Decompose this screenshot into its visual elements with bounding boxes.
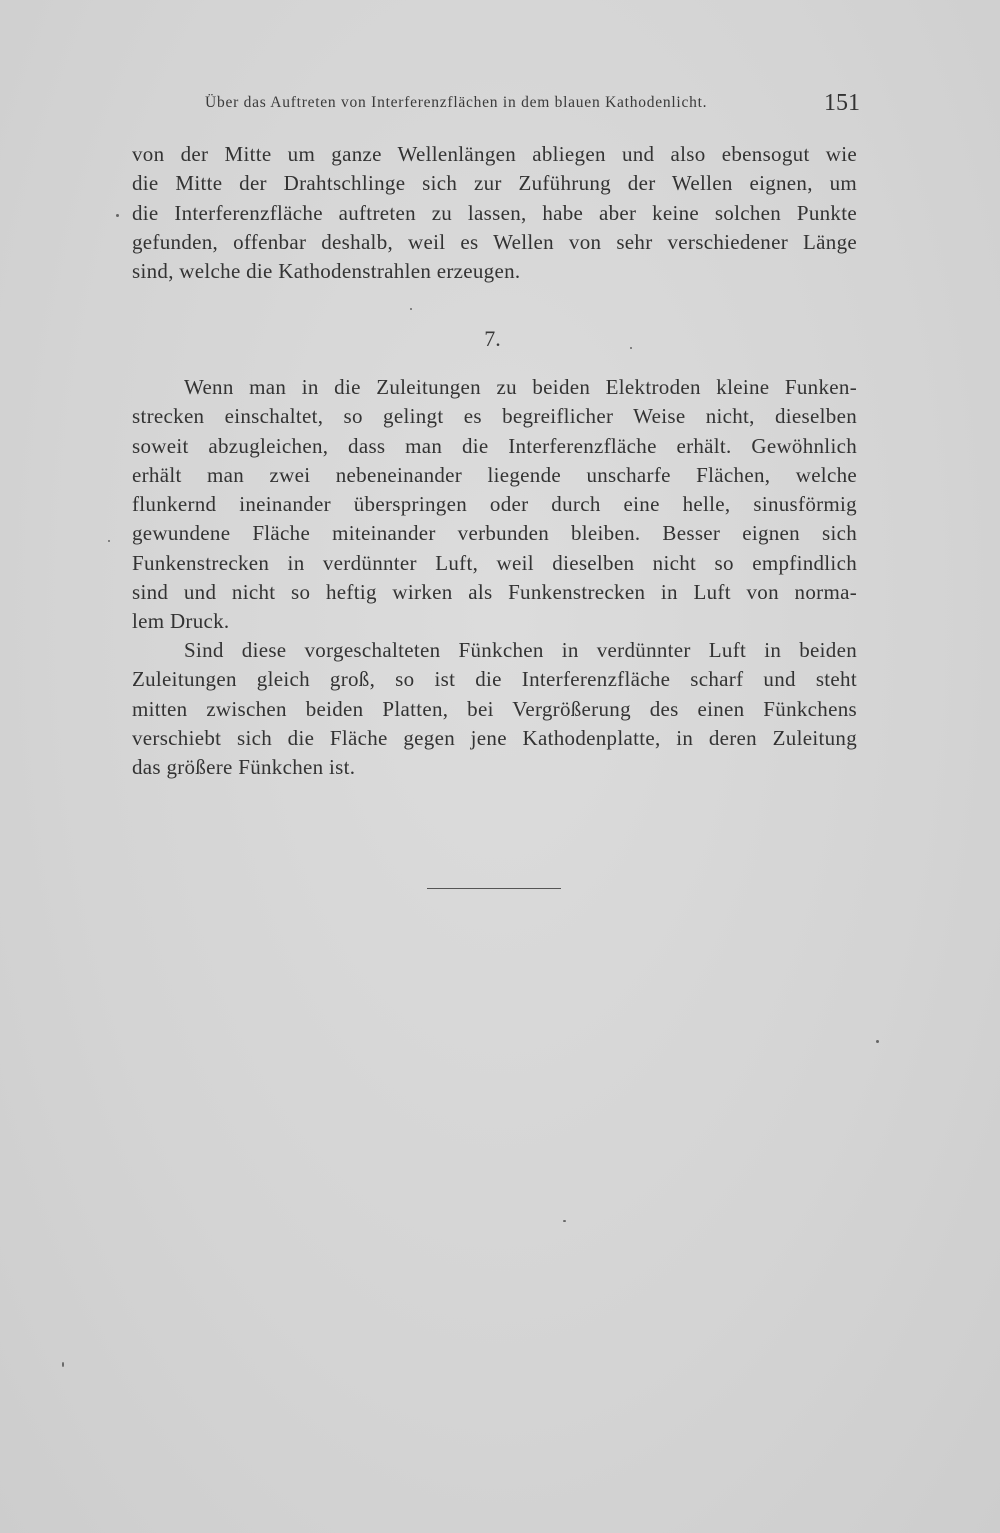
text-line: sind und nicht so heftig wirken als Funkenstrecken in Luft von norma- (132, 580, 857, 605)
paragraph-section-7-second (132, 636, 857, 782)
text-line: flunkernd ineinander überspringen oder durch eine helle, sinusförmig (132, 492, 857, 517)
text-line: erhält man zwei nebeneinander liegende unscharfe Flächen, welche (132, 462, 857, 487)
text-line: soweit abzugleichen, dass man die Interferenzfläche erhält. Gewöhnlich (132, 433, 857, 458)
text-line: Sind diese vorgeschalteten Fünkchen in verdünnter Luft in beiden (184, 638, 857, 662)
text-line: mitten zwischen beiden Platten, bei Vergrößerung des einen Fünkchens (132, 696, 857, 721)
paragraph-section-7-first (132, 373, 857, 637)
paper-speck (563, 1220, 566, 1222)
text-line: die Mitte der Drahtschlinge sich zur Zuführung der Wellen eignen, um (132, 171, 857, 196)
text-line: gewundene Fläche miteinander verbunden bleiben. Besser eignen sich (132, 521, 857, 546)
paragraph-continued (132, 140, 857, 286)
paper-speck (116, 214, 119, 217)
paper-speck (630, 347, 632, 349)
paper-speck (410, 308, 412, 310)
text-line: strecken einschaltet, so gelingt es begreiflicher Weise nicht, dieselben (132, 404, 857, 429)
text-line: die Interferenzfläche auftreten zu lassen, habe aber keine solchen Punkte (132, 200, 857, 225)
text-line: verschiebt sich die Fläche gegen jene Kathodenplatte, in deren Zuleitung (132, 725, 857, 750)
text-line: Funkenstrecken in verdünnter Luft, weil dieselben nicht so empfindlich (132, 550, 857, 575)
text-line: das größere Fünkchen ist. (132, 755, 356, 780)
paper-speck (62, 1362, 64, 1367)
running-head (205, 90, 860, 120)
text-line: lem Druck. (132, 609, 230, 634)
paper-speck (876, 1040, 879, 1043)
paper-speck (108, 540, 110, 542)
closing-rule (427, 888, 561, 889)
text-line: Zuleitungen gleich groß, so ist die Interferenzfläche scharf und steht (132, 667, 857, 692)
page-number: 151 (824, 90, 860, 116)
text-line: gefunden, offenbar deshalb, weil es Wellen von sehr verschiedener Länge (132, 229, 857, 254)
text-line: Wenn man in die Zuleitungen zu beiden Elektroden kleine Funken- (184, 375, 857, 399)
section-number: 7. (484, 326, 501, 351)
text-line: sind, welche die Kathodenstrahlen erzeugen. (132, 259, 521, 284)
running-title: Über das Auftreten von Interferenzflächen in dem blauen Kathodenlicht. (205, 94, 708, 111)
text-line: von der Mitte um ganze Wellenlängen abliegen und also ebensogut wie (132, 142, 857, 166)
